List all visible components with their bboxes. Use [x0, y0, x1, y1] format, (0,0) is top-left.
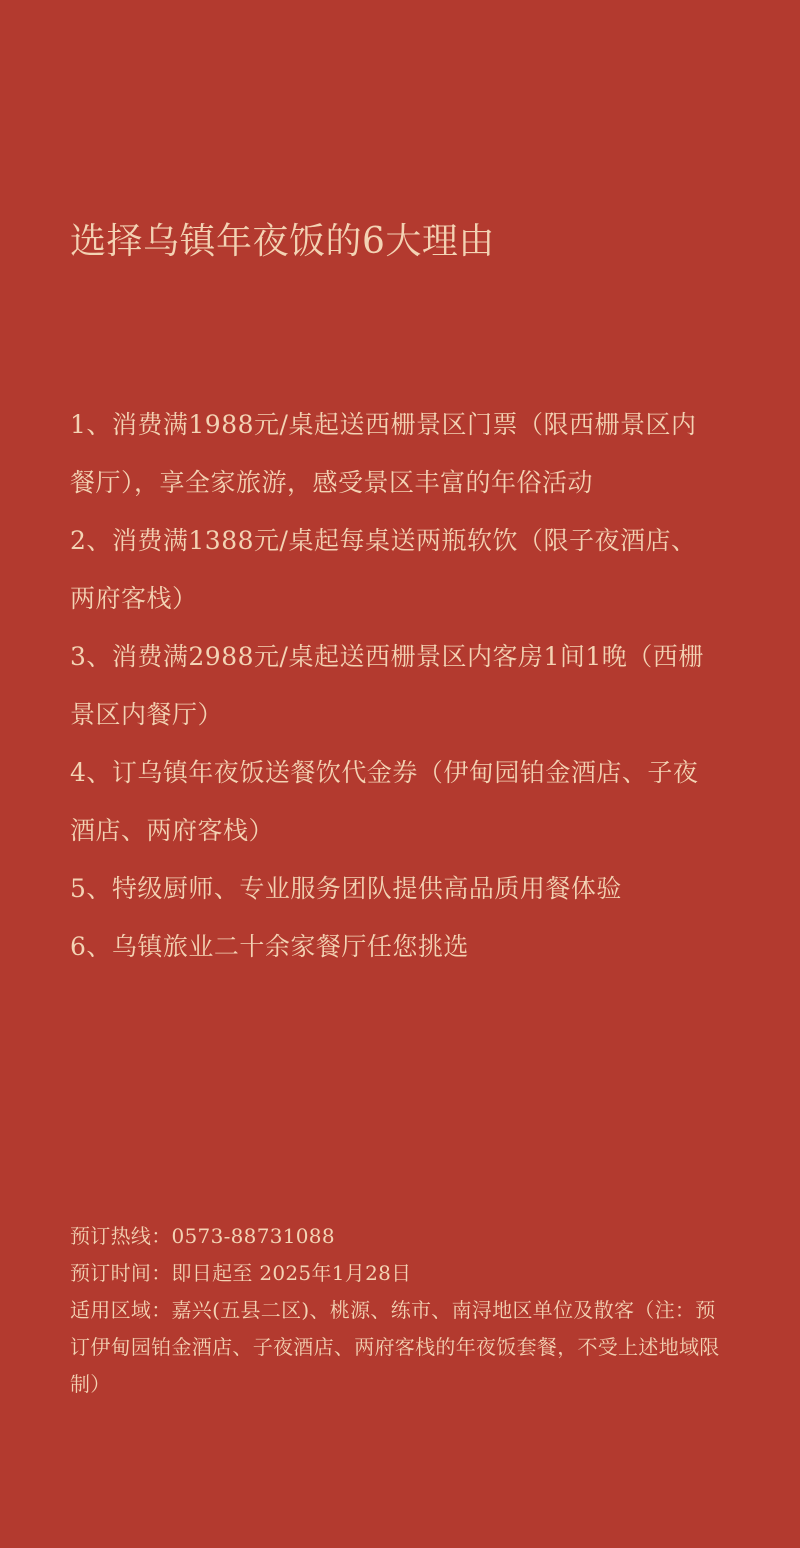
booking-time-text: 预订时间：即日起至 2025年1月28日 [70, 1261, 412, 1285]
list-item: 4、订乌镇年夜饭送餐饮代金券（伊甸园铂金酒店、子夜酒店、两府客栈） [70, 758, 699, 845]
hotline-text: 预订热线：0573-88731088 [70, 1224, 335, 1248]
booking-info [70, 1218, 720, 1403]
list-item: 2、消费满1388元/桌起每桌送两瓶软饮（限子夜酒店、两府客栈） [70, 526, 697, 613]
page-title: 选择乌镇年夜饭的6大理由 [70, 221, 495, 262]
list-item: 6、乌镇旅业二十余家餐厅任您挑选 [70, 932, 469, 961]
reasons-list [70, 396, 720, 976]
area-text: 适用区域：嘉兴(五县二区)、桃源、练市、南浔地区单位及散客（注：预订伊甸园铂金酒店、子夜酒店、两府客栈的年夜饭套餐，不受上述地域限制） [70, 1298, 720, 1396]
list-item: 1、消费满1988元/桌起送西栅景区门票（限西栅景区内餐厅），享全家旅游，感受景区丰富的年俗活动 [70, 410, 697, 497]
list-item: 3、消费满2988元/桌起送西栅景区内客房1间1晚（西栅景区内餐厅） [70, 642, 704, 729]
list-item: 5、特级厨师、专业服务团队提供高品质用餐体验 [70, 874, 622, 903]
